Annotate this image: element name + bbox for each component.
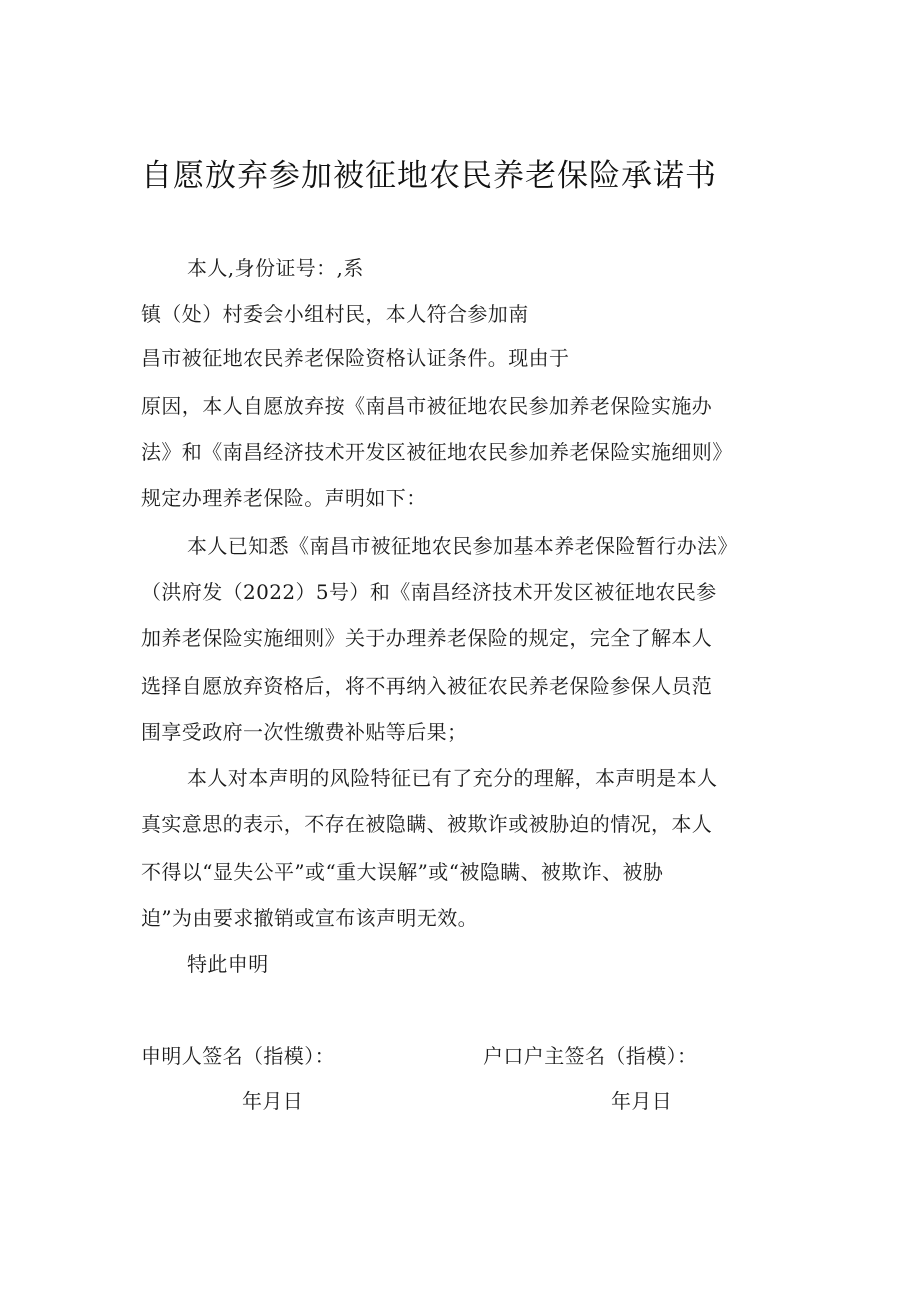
paragraph-line: 不得以“显失公平”或“重大误解”或“被隐瞒、被欺诈、被胁 [141,860,664,884]
paragraph-line: （洪府发（2022）5号）和《南昌经济技术开发区被征地农民参 [141,580,717,604]
paragraph-line: 法》和《南昌经济技术开发区被征地农民参加养老保险实施细则》 [141,440,733,464]
paragraph-line: 围享受政府一次性缴费补贴等后果； [141,720,468,744]
paragraph-line: 本人对本声明的风险特征已有了充分的理解，本声明是本人 [187,766,718,790]
paragraph-line: 本人,身份证号：,系 [187,256,364,280]
declarant-date: 年月日 [242,1089,304,1113]
closing-statement: 特此申明 [187,952,269,976]
paragraph-line: 加养老保险实施细则》关于办理养老保险的规定，完全了解本人 [141,626,713,650]
paragraph-line: 规定办理养老保险。声明如下： [141,486,427,510]
paragraph-line: 迫”为由要求撤销或宣布该声明无效。 [141,906,479,930]
declarant-signature-label: 申明人签名（指模）： [141,1044,335,1068]
paragraph-line: 昌市被征地农民养老保险资格认证条件。现由于 [141,346,570,370]
paragraph-line: 镇（处）村委会小组村民，本人符合参加南 [141,302,529,326]
paragraph-line: 真实意思的表示，不存在被隐瞒、被欺诈或被胁迫的情况，本人 [141,812,713,836]
paragraph-line: 本人已知悉《南昌市被征地农民参加基本养老保险暂行办法》 [187,534,738,558]
paragraph-line: 选择自愿放弃资格后，将不再纳入被征农民养老保险参保人员范 [141,674,713,698]
householder-date: 年月日 [611,1089,673,1113]
document-title: 自愿放弃参加被征地农民养老保险承诺书 [141,158,717,194]
householder-signature-label: 户口户主签名（指模）： [483,1044,698,1068]
paragraph-line: 原因，本人自愿放弃按《南昌市被征地农民参加养老保险实施办 [141,394,713,418]
